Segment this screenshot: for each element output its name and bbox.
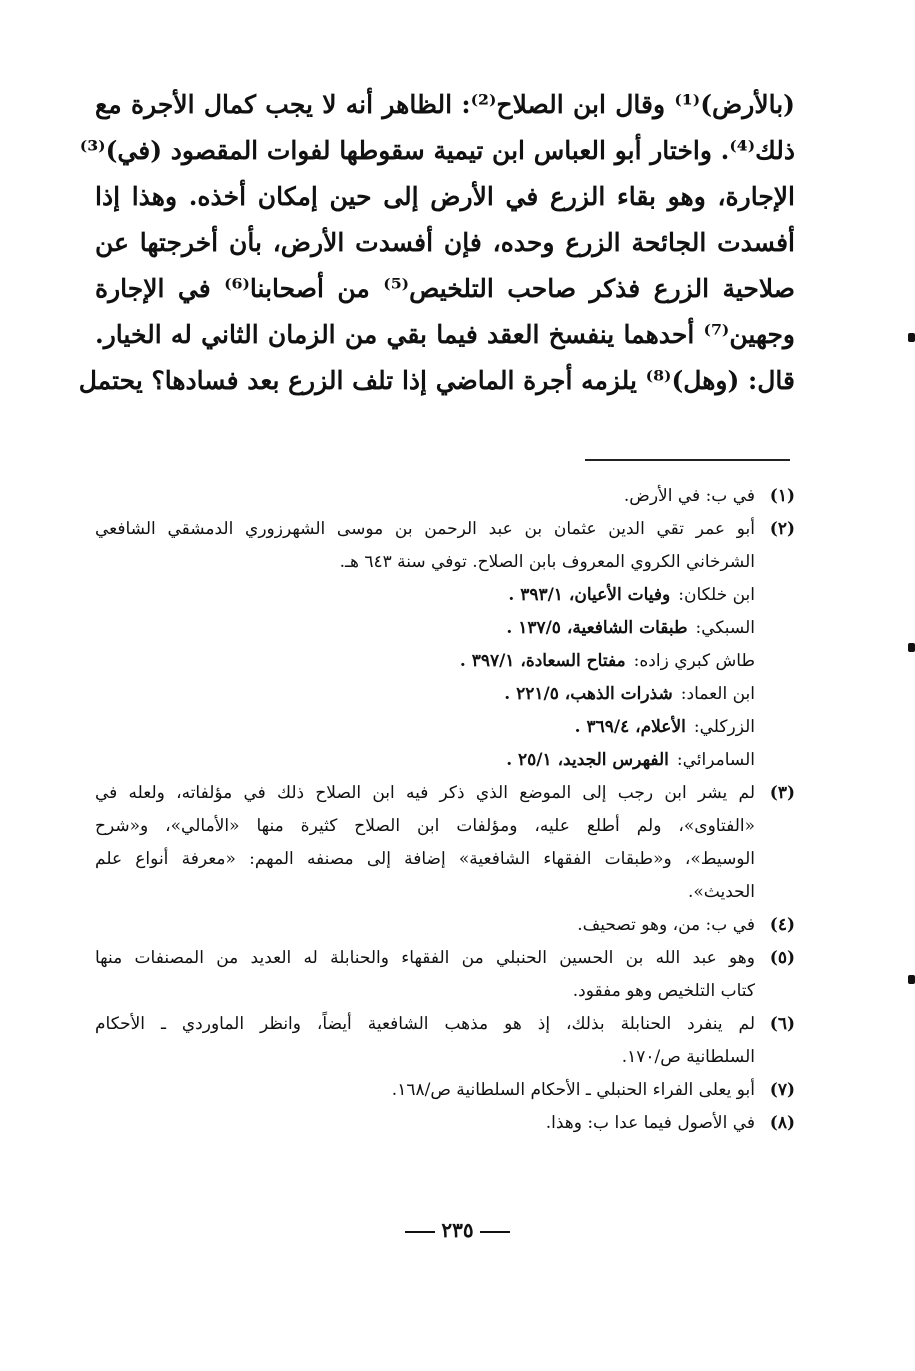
footnotes	[95, 480, 795, 1140]
footnote-separator	[585, 459, 790, 461]
source-citation	[95, 612, 755, 645]
footnote-number: (٨)	[769, 1113, 795, 1133]
footnote-number: (٦)	[769, 1014, 795, 1034]
footnote-text: الحديث».	[687, 882, 755, 902]
body-line-7: قال: (وهل)⁽⁸⁾ يلزمه أجرة الماضي إذا تلف الزرع بعد فسادها؟ يحتمل	[78, 366, 795, 395]
footnote-text: في الأصول فيما عدا ب: وهذا.	[545, 1113, 755, 1133]
footnote-2	[95, 513, 795, 777]
footnote-5	[95, 942, 795, 1008]
footnote-number: (٧)	[769, 1080, 795, 1100]
source-work: الفهرس الجديد، ٢٥/١ .	[506, 750, 669, 770]
footnote-number: (٥)	[769, 948, 795, 968]
footnote-number: (٣)	[769, 783, 795, 803]
footnote-text: أبو يعلى الفراء الحنبلي ـ الأحكام السلطانية ص/١٦٨.	[391, 1080, 755, 1100]
footnote-8	[95, 1107, 795, 1140]
footnote-text: وهو عبد الله بن الحسين الحنبلي من الفقهاء والحنابلة له العديد من المصنفات منها	[95, 948, 755, 968]
source-author: السامرائي:	[676, 750, 755, 770]
footnote-7	[95, 1074, 795, 1107]
body-line-1: (بالأرض)⁽¹⁾ وقال ابن الصلاح⁽²⁾: الظاهر أنه لا يجب كمال الأجرة مع	[95, 90, 795, 119]
footnote-text: الوسيط»، و«طبقات الفقهاء الشافعية» إضافة إلى مصنفه المهم: «معرفة أنواع علم	[95, 849, 755, 869]
footnote-text: أبو عمر تقي الدين عثمان بن عبد الرحمن بن موسى الشهرزوري الدمشقي الشافعي	[95, 519, 755, 539]
source-author: طاش كبري زاده:	[633, 651, 755, 671]
source-citation	[95, 579, 755, 612]
footnote-text: السلطانية ص/١٧٠.	[621, 1047, 755, 1067]
scan-edge-mark	[908, 975, 915, 984]
source-citation	[95, 678, 755, 711]
source-author: ابن خلكان:	[678, 585, 755, 605]
footnote-text: لم يشر ابن رجب إلى الموضع الذي ذكر فيه ابن الصلاح ذلك في مؤلفاته، ولعله في	[95, 783, 755, 803]
source-citation	[95, 645, 755, 678]
footnote-number: (٢)	[769, 519, 795, 539]
body-line-5: صلاحية الزرع فذكر صاحب التلخيص⁽⁵⁾ من أصحابنا⁽⁶⁾ في الإجارة	[95, 274, 795, 303]
footnote-6	[95, 1008, 795, 1074]
footnote-1	[95, 480, 795, 513]
body-line-6: وجهين⁽⁷⁾ أحدهما ينفسخ العقد فيما بقي من الزمان الثاني له الخيار.	[95, 320, 795, 349]
page-number-value: ٢٣٥	[441, 1218, 474, 1242]
footnote-4	[95, 909, 795, 942]
body-line-2: ذلك⁽⁴⁾. واختار أبو العباس ابن تيمية سقوطها لفوات المقصود (في)⁽³⁾	[79, 136, 795, 165]
source-work: وفيات الأعيان، ٣٩٣/١ .	[508, 585, 671, 605]
footnote-text: في ب: من، وهو تصحيف.	[577, 915, 755, 935]
footnote-text: في ب: في الأرض.	[623, 486, 755, 506]
footnote-number: (٤)	[769, 915, 795, 935]
source-citation	[95, 711, 755, 744]
footnote-text: «الفتاوى»، ولم أطلع عليه، ومؤلفات ابن الصلاح كثيرة منها «الأمالي»، و«شرح	[95, 816, 755, 836]
footnote-text: لم ينفرد الحنابلة بذلك، إذ هو مذهب الشافعية أيضاً، وانظر الماوردي ـ الأحكام	[95, 1014, 755, 1034]
page-number-dash	[480, 1231, 510, 1233]
footnote-number: (١)	[769, 486, 795, 506]
footnote-text: الشرخاني الكروي المعروف بابن الصلاح. توفي سنة ٦٤٣ هـ.	[339, 552, 755, 572]
source-work: مفتاح السعادة، ٣٩٧/١ .	[459, 651, 626, 671]
scan-edge-mark	[908, 333, 915, 342]
page-number-dash	[405, 1231, 435, 1233]
body-line-4: أفسدت الجائحة الزرع وحده، فإن أفسدت الأرض، بأن أخرجتها عن	[95, 228, 795, 257]
source-author: ابن العماد:	[680, 684, 755, 704]
source-work: الأعلام، ٣٦٩/٤ .	[574, 717, 686, 737]
source-author: الزركلي:	[693, 717, 755, 737]
scan-edge-mark	[908, 643, 915, 652]
body-paragraph	[78, 82, 795, 404]
source-citation	[95, 744, 755, 777]
page-number	[0, 1218, 915, 1242]
main-text-block	[78, 82, 795, 404]
footnote-3	[95, 777, 795, 909]
footnote-text: كتاب التلخيص وهو مفقود.	[572, 981, 755, 1001]
source-work: شذرات الذهب، ٢٢١/٥ .	[504, 684, 673, 704]
source-work: طبقات الشافعية، ١٣٧/٥ .	[506, 618, 688, 638]
source-author: السبكي:	[695, 618, 755, 638]
body-line-3: الإجارة، وهو بقاء الزرع في الأرض إلى حين إمكان أخذه. وهذا إذا	[95, 182, 795, 211]
